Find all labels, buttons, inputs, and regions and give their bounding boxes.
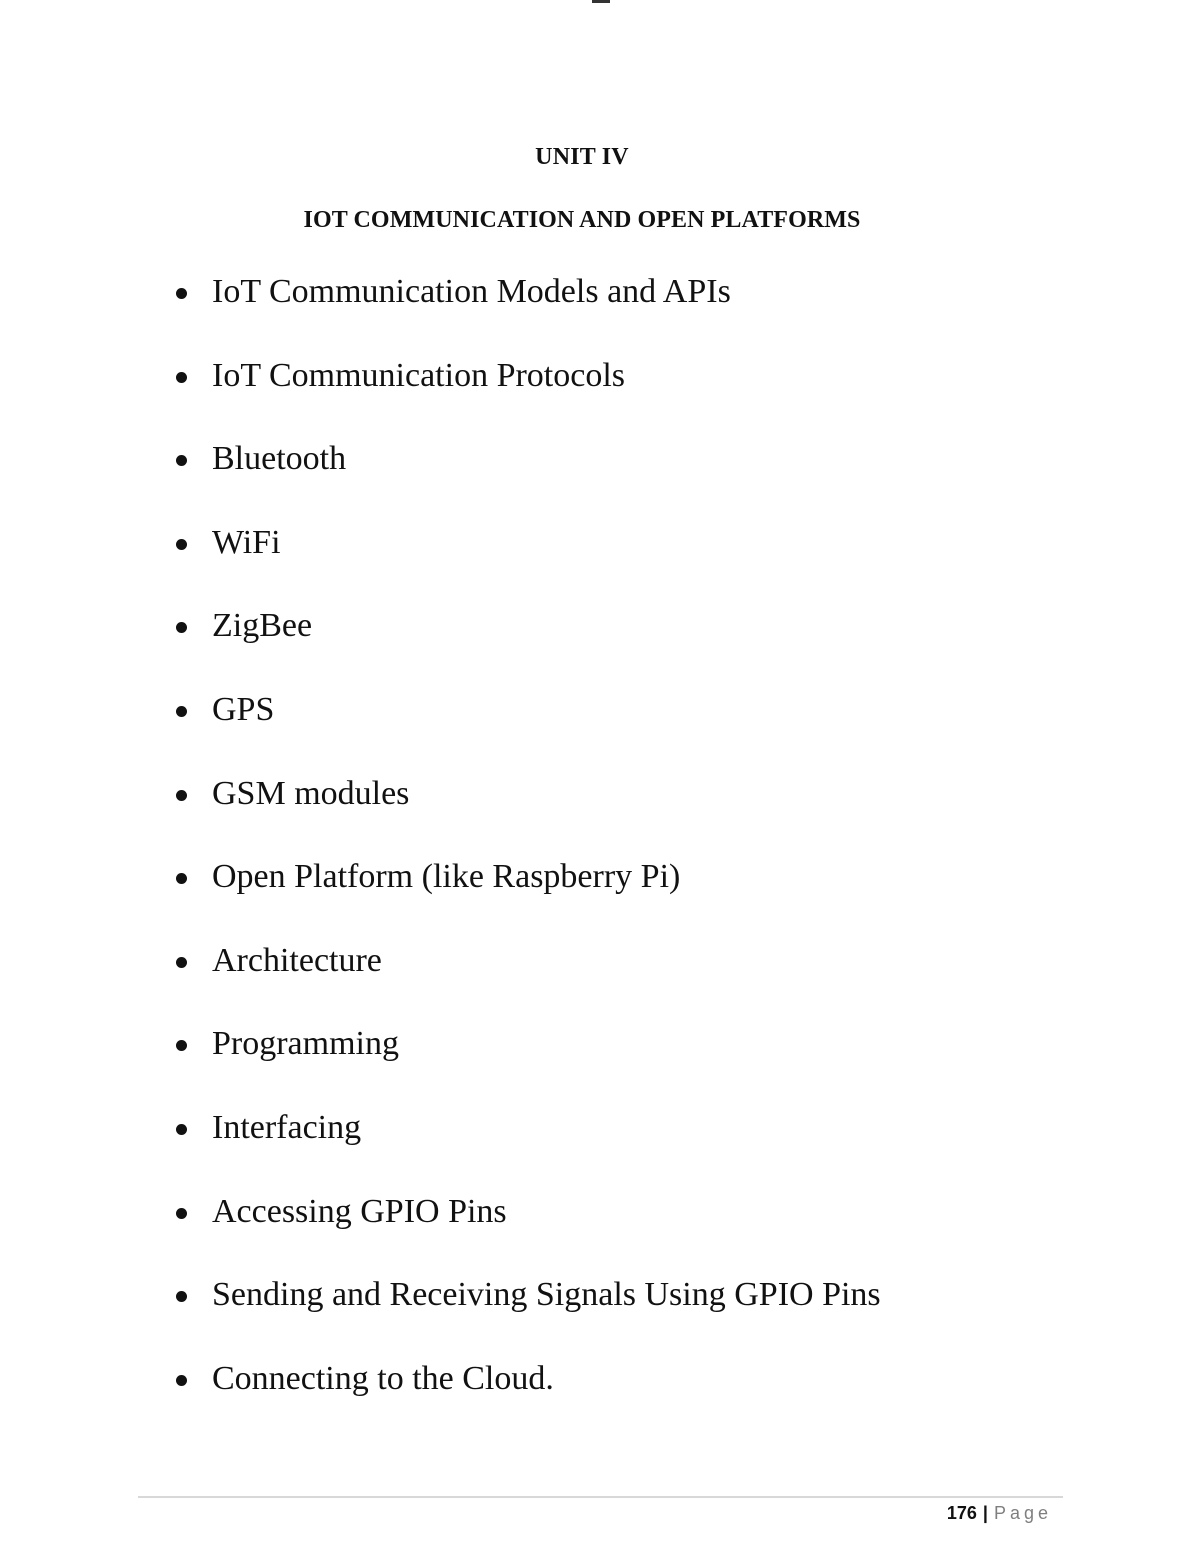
footer-divider <box>138 1496 1063 1498</box>
list-item <box>176 774 881 858</box>
list-item-text: Programming <box>212 1025 399 1063</box>
bullet-icon <box>176 288 187 299</box>
topic-list <box>176 272 881 1442</box>
top-page-mark <box>592 0 610 3</box>
bullet-icon <box>176 372 187 383</box>
list-item-text: IoT Communication Protocols <box>212 356 626 394</box>
list-item-text: Bluetooth <box>212 440 347 478</box>
list-item <box>176 857 881 941</box>
page-label: Page <box>993 1503 1052 1523</box>
list-item <box>176 690 881 774</box>
list-item-text: Connecting to the Cloud. <box>212 1359 554 1397</box>
page-number: 176 <box>946 1503 977 1523</box>
bullet-icon <box>176 790 187 801</box>
list-item-text: IoT Communication Models and APIs <box>212 273 731 310</box>
list-item-text: Open Platform (like Raspberry Pi) <box>212 858 681 896</box>
list-item <box>176 1108 881 1192</box>
list-item <box>176 1024 881 1108</box>
list-item <box>176 606 881 690</box>
bullet-icon <box>176 1124 187 1135</box>
list-item <box>176 941 881 1025</box>
section-heading: IOT COMMUNICATION AND OPEN PLATFORMS <box>303 207 861 233</box>
unit-heading: UNIT IV <box>535 144 629 170</box>
list-item-text: Sending and Receiving Signals Using GPIO Pins <box>212 1276 881 1314</box>
list-item-text: Accessing GPIO Pins <box>212 1192 507 1230</box>
list-item <box>176 1275 881 1359</box>
bullet-icon <box>176 957 187 968</box>
list-item-text: ZigBee <box>212 607 313 645</box>
list-item-text: GSM modules <box>212 774 410 812</box>
page-separator: | <box>982 1503 988 1523</box>
list-item-text: Interfacing <box>212 1108 362 1146</box>
bullet-icon <box>176 1208 187 1219</box>
list-item <box>176 272 881 356</box>
list-item-text: Architecture <box>212 941 382 979</box>
bullet-icon <box>176 1291 187 1302</box>
page-footer <box>947 1503 1052 1524</box>
bullet-icon <box>176 455 187 466</box>
list-item <box>176 1359 881 1443</box>
bullet-icon <box>176 706 187 717</box>
bullet-icon <box>176 1040 187 1051</box>
bullet-icon <box>176 873 187 884</box>
list-item-text: WiFi <box>212 523 281 561</box>
bullet-icon <box>176 539 187 550</box>
list-item <box>176 356 881 440</box>
bullet-icon <box>176 1375 187 1386</box>
list-item-text: GPS <box>212 690 275 728</box>
list-item <box>176 439 881 523</box>
list-item <box>176 1192 881 1276</box>
bullet-icon <box>176 622 187 633</box>
list-item <box>176 523 881 607</box>
